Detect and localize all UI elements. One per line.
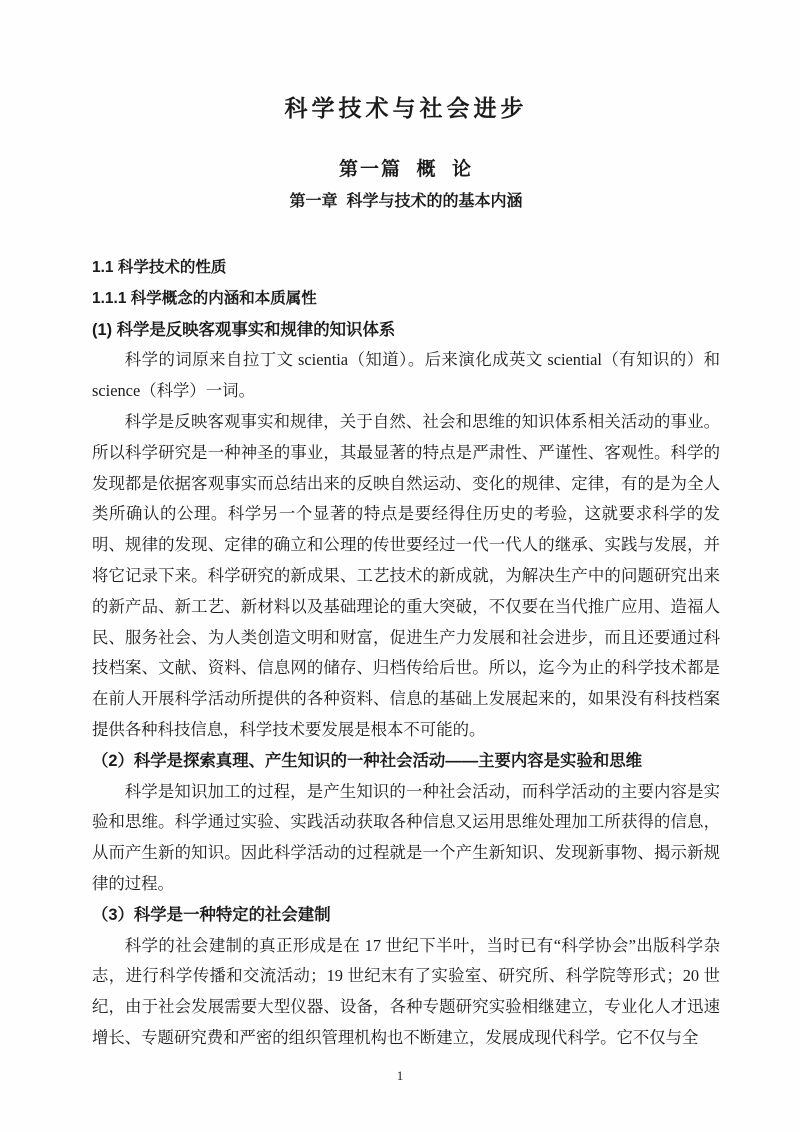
section-heading-1-1: 1.1 科学技术的性质 (92, 259, 227, 276)
page-number: 1 (396, 1068, 404, 1083)
point-heading-2: （2）科学是探索真理、产生知识的一种社会活动——主要内容是实验和思维 (92, 751, 643, 770)
section-heading-1-1-1: 1.1.1 科学概念的内涵和本质属性 (92, 289, 317, 307)
paragraph-etymology: 科学的词原来自拉丁文 scientia（知道）。后来演化成英文 sciential（有知识的）和 science（科学）一词。 (92, 350, 720, 401)
document-title: 科学技术与社会进步 (284, 95, 528, 121)
point-heading-3: （3）科学是一种特定的社会建制 (92, 905, 331, 924)
document-body (92, 253, 720, 1054)
paragraph-social-institution: 科学的社会建制的真正形成是在 17 世纪下半叶，当时已有“科学协会”出版科学杂志，进行科学传播和交流活动；19 世纪末有了实验室、研究所、科学院等形式；20 世纪，由于社会发展需要大型仪器、设备，各种专题研究实验相继建立，专业化人才迅速增长、专题研究费和严密的组织管理机构也不断建立，发展成现代科学。它不仅与全 (92, 935, 720, 1047)
paragraph-social-activity: 科学是知识加工的过程，是产生知识的一种社会活动，而科学活动的主要内容是实验和思维。科学通过实验、实践活动获取各种信息又运用思维处理加工所获得的信息，从而产生新的知识。因此科学活动的过程就是一个产生新知识、发现新事物、揭示新规律的过程。 (92, 781, 720, 893)
chapter-heading: 第一章 科学与技术的的基本内涵 (289, 193, 523, 210)
point-heading-1: (1) 科学是反映客观事实和规律的知识体系 (92, 320, 396, 339)
paragraph-knowledge-system: 科学是反映客观事实和规律，关于自然、社会和思维的知识体系相关活动的事业。所以科学研究是一种神圣的事业，其最显著的特点是严肃性、严谨性、客观性。科学的发现都是依据客观事实而总结出来的反映自然运动、变化的规律、定律，有的是为全人类所确认的公理。科学另一个显著的特点是要经得住历史的考验，这就要求科学的发明、规律的发现、定律的确立和公理的传世要经过一代一代人的继承、实践与发展，并将它记录下来。科学研究的新成果、工艺技术的新成就，为解决生产中的问题研究出来的新产品、新工艺、新材料以及基础理论的重大突破，不仅要在当代推广应用、造福人民、服务社会、为人类创造文明和财富，促进生产力发展和社会进步，而且还要通过科技档案、文献、资料、信息网的储存、归档传给后世。所以，迄今为止的科学技术都是在前人开展科学活动所提供的各种资料、信息的基础上发展起来的，如果没有科技档案提供各种科技信息，科学技术要发展是根本不可能的。 (92, 411, 720, 739)
part-heading: 第一篇 概 论 (338, 159, 474, 180)
